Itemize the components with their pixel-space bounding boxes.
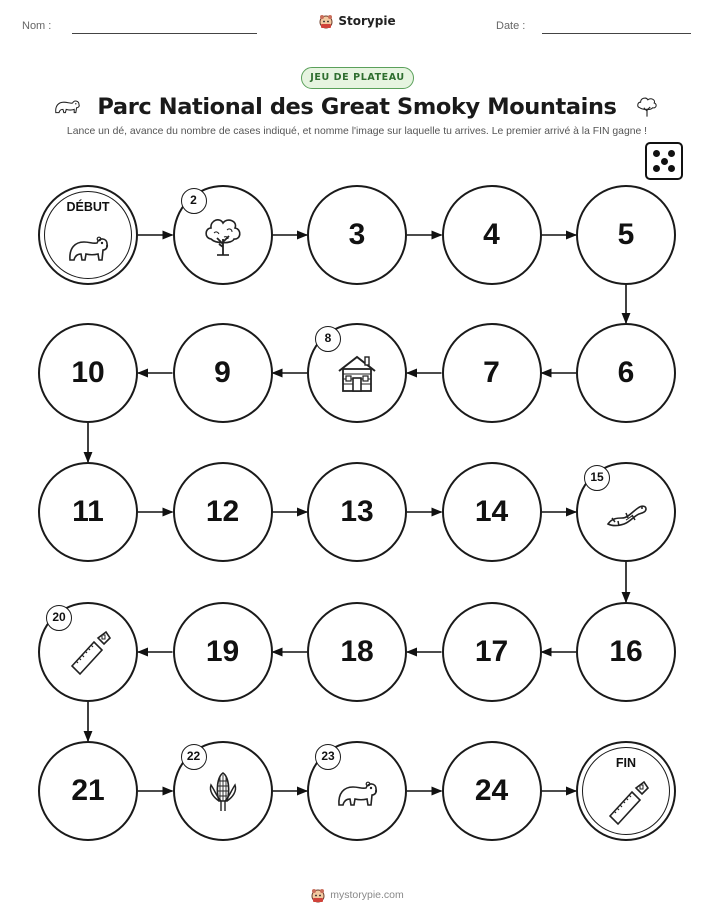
board-space-21 [38, 741, 138, 841]
space-number: 13 [340, 495, 374, 528]
space-number: 21 [71, 774, 105, 807]
space-number: 6 [617, 356, 635, 389]
board-space-4 [442, 185, 542, 285]
bear-icon [64, 222, 112, 270]
space-number-badge: 8 [315, 326, 341, 352]
space-number: 19 [205, 635, 240, 668]
space-number: 10 [71, 356, 105, 389]
board-space-12 [173, 462, 273, 562]
game-type-badge: JEU DE PLATEAU [301, 67, 414, 89]
board-space-17 [442, 602, 542, 702]
space-number-badge: 2 [181, 188, 207, 214]
board-space-14 [442, 462, 542, 562]
board-space-19 [173, 602, 273, 702]
space-number: 16 [609, 635, 643, 668]
cabin-icon [333, 349, 381, 397]
board-space-16 [576, 602, 676, 702]
board-space-24 [442, 741, 542, 841]
board-space-8 [307, 323, 407, 423]
date-label: Date : [496, 20, 526, 32]
space-number: 11 [72, 495, 104, 528]
board-space-13 [307, 462, 407, 562]
space-number: 12 [205, 495, 240, 528]
name-label: Nom : [22, 20, 52, 32]
storypie-mascot-icon [310, 887, 326, 903]
footer-url[interactable]: mystorypie.com [330, 889, 404, 901]
space-number: 7 [483, 356, 500, 389]
saw-icon [64, 628, 112, 676]
space-number-badge: 15 [584, 465, 610, 491]
board-space-23 [307, 741, 407, 841]
board-space-7 [442, 323, 542, 423]
space-number: 9 [214, 356, 231, 389]
board-space-5 [576, 185, 676, 285]
start-label: DÉBUT [66, 200, 110, 214]
board-space-22 [173, 741, 273, 841]
brand-name: Storypie [338, 14, 396, 28]
tree-icon [199, 211, 247, 259]
start-space [38, 185, 138, 285]
saw-icon [602, 778, 650, 826]
space-number: 18 [340, 635, 374, 668]
space-number-badge: 22 [181, 744, 207, 770]
space-number: 17 [474, 635, 509, 668]
page-title: Parc National des Great Smoky Mountains [97, 94, 617, 120]
board-space-11 [38, 462, 138, 562]
space-number-badge: 20 [46, 605, 72, 631]
space-number: 4 [483, 218, 500, 251]
footer [0, 887, 714, 903]
board-space-3 [307, 185, 407, 285]
salamander-icon [602, 488, 650, 536]
board-space-20 [38, 602, 138, 702]
board-space-6 [576, 323, 676, 423]
instructions: Lance un dé, avance du nombre de cases indiqué, et nomme l'image sur laquelle tu arrives. Le premier arrivé à la FIN gagne ! [66, 126, 648, 137]
space-number: 14 [474, 495, 509, 528]
space-number: 3 [348, 218, 366, 251]
bear-icon [333, 767, 381, 815]
space-number: 24 [474, 774, 509, 807]
board-space-2 [173, 185, 273, 285]
board-space-15 [576, 462, 676, 562]
corn-icon [199, 767, 247, 815]
finish-space [576, 741, 676, 841]
space-number-badge: 23 [315, 744, 341, 770]
board-space-18 [307, 602, 407, 702]
space-number: 5 [617, 218, 635, 251]
finish-label: FIN [615, 756, 637, 770]
board-space-9 [173, 323, 273, 423]
board-space-10 [38, 323, 138, 423]
